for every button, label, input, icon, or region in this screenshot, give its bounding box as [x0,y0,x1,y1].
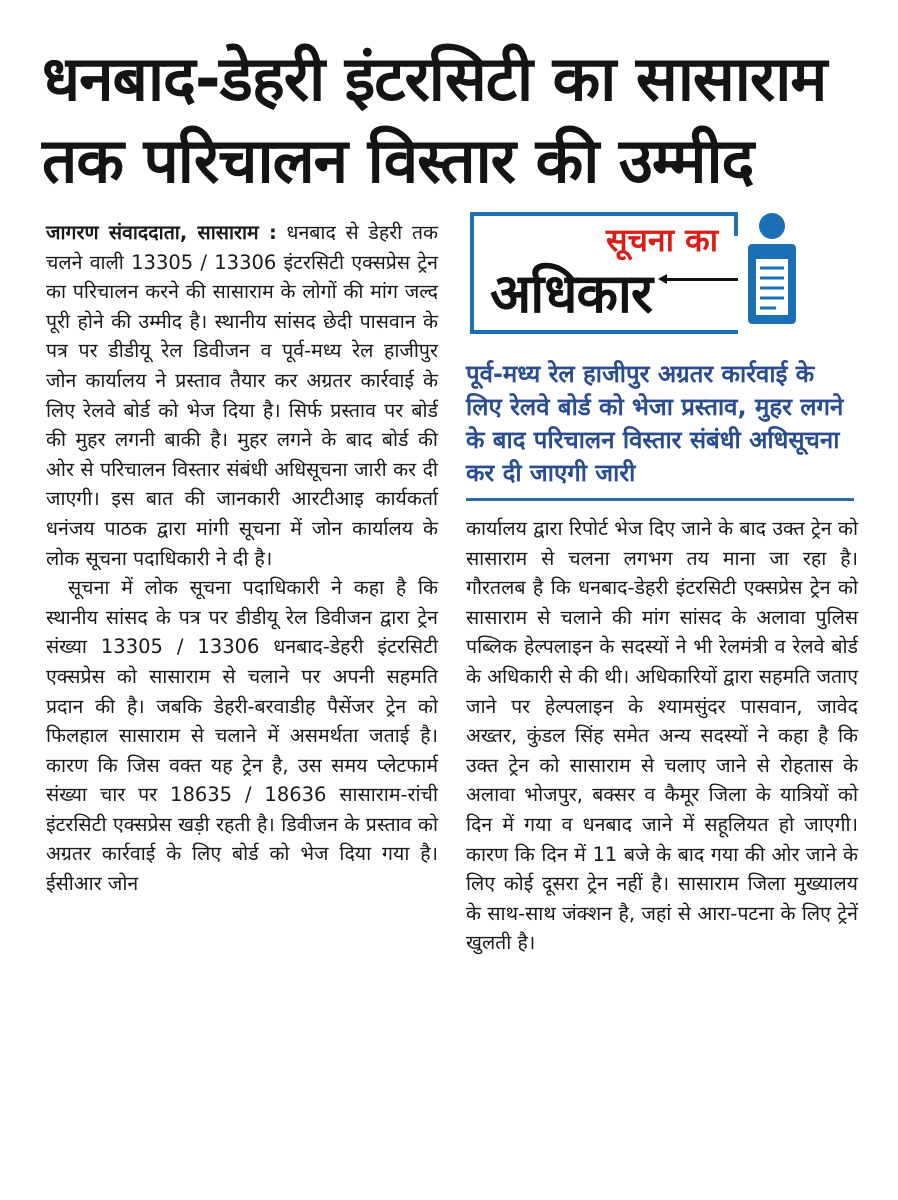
rti-logo-top-text: सूचना का [605,221,718,259]
subheading: पूर्व-मध्य रेल हाजीपुर अग्रतर कार्रवाई के लिए रेलवे बोर्ड को भेजा प्रस्ताव, मुहर लगने के बाद परिचालन विस्तार संबंधी अधिसूचना कर दी जाएगी जारी [466,360,844,487]
article-column-right [466,514,858,958]
headline-line-1: धनबाद-डेहरी इंटरसिटी का सासाराम [42,42,827,115]
byline: जागरण संवाददाता, सासाराम : [46,221,277,244]
article-paragraph: सूचना में लोक सूचना पदाधिकारी ने कहा है कि स्थानीय सांसद के पत्र पर डीडीयू रेल डिवीजन द्वारा ट्रेन संख्या 13305 / 13306 धनबाद-डेहरी इंटरसिटी एक्सप्रेस को सासाराम से चलाने पर अपनी सहमति प्रदान की है। जबकि डेहरी-बरवाडीह पैसेंजर ट्रेन को फिलहाल सासाराम से चलाने में असमर्थता जताई है। कारण कि जिस वक्त यह ट्रेन है, उस समय प्लेटफार्म संख्या चार पर 18635 / 18636 सासाराम-रांची इंटरसिटी एक्सप्रेस खड़ी रहती है। डिवीजन के प्रस्ताव को अग्रतर कार्रवाई के लिए बोर्ड को भेज दिया गया है। ईसीआर जोन [46,576,438,896]
pen-tip-icon [658,274,667,284]
headline-line-2: तक परिचालन विस्तार की उम्मीद [42,124,754,197]
rti-logo [470,212,738,334]
article-paragraph [46,218,438,573]
pen-icon [664,278,738,281]
person-document-icon [742,210,802,328]
headline [42,38,862,202]
divider [466,498,854,501]
article-column-left [46,218,438,899]
article-paragraph: कार्यालय द्वारा रिपोर्ट भेज दिए जाने के बाद उक्त ट्रेन को सासाराम से चलना लगभग तय माना जा रहा है। गौरतलब है कि धनबाद-डेहरी इंटरसिटी एक्सप्रेस ट्रेन को सासाराम से चलाने की मांग सांसद के अलावा पुलिस पब्लिक हेल्पलाइन के सदस्यों ने भी रेलमंत्री व रेलवे बोर्ड के अधिकारी से की थी। अधिकारियों द्वारा सहमति जताए जाने पर हेल्पलाइन के श्यामसुंदर पासवान, जावेद अख्तर, कुंडल सिंह समेत अन्य सदस्यों ने कहा है कि उक्त ट्रेन को सासाराम से चलाए जाने से रोहतास के अलावा भोजपुर, बक्सर व कैमूर जिला के यात्रियों को दिन में गया व धनबाद जाने में सहूलियत हो जाएगी। कारण कि दिन में 11 बजे के बाद गया की ओर जाने के लिए कोई दूसरा ट्रेन नहीं है। सासाराम जिला मुख्यालय के साथ-साथ जंक्शन है, जहां से आरा-पटना के लिए ट्रेनें खुलती है। [466,517,858,955]
rti-logo-main-text: अधिकार [490,262,652,325]
article-text: धनबाद से डेहरी तक चलने वाली 13305 / 13306 इंटरसिटी एक्सप्रेस ट्रेन का परिचालन करने की सासाराम के लोगों की मांग जल्द पूरी होने की उम्मीद है। स्थानीय सांसद छेदी पासवान के पत्र पर डीडीयू रेल डिवीजन व पूर्व-मध्य रेल हाजीपुर जोन कार्यालय ने प्रस्ताव तैयार कर अग्रतर कार्रवाई के लिए रेलवे बोर्ड को भेज दिया है। सिर्फ प्रस्ताव पर बोर्ड की मुहर लगनी बाकी है। मुहर लगने के बाद बोर्ड की ओर से परिचालन विस्तार संबंधी अधिसूचना जारी कर दी जाएगी। इस बात की जानकारी आरटीआइ कार्यकर्ता धनंजय पाठक द्वारा मांगी सूचना में जोन कार्यालय के लोक सूचना पदाधिकारी ने दी है। [46,221,439,570]
